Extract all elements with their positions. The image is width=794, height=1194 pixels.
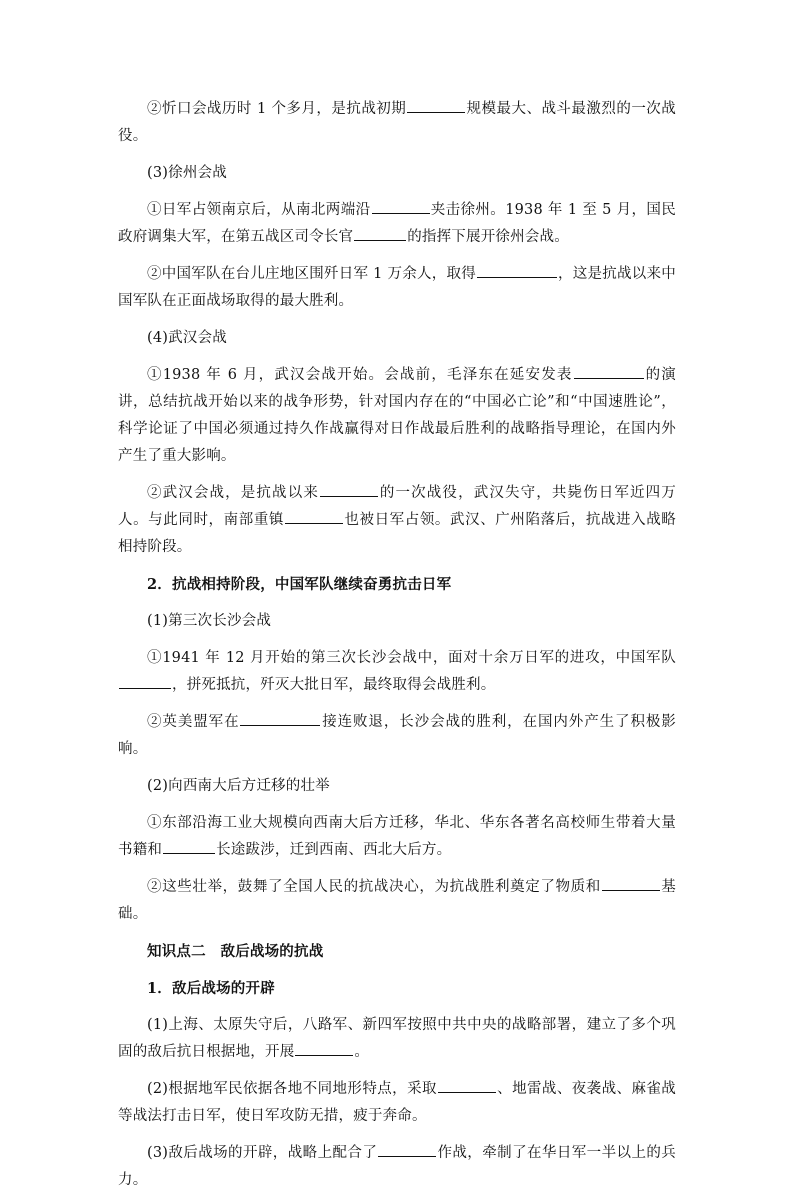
text: (3)敌后战场的开辟，战略上配合了 [147, 1145, 378, 1161]
heading-stalemate-stage: 2．抗战相持阶段，中国军队继续奋勇抗击日军 [147, 576, 452, 593]
fill-blank[interactable] [295, 1041, 353, 1056]
text: (1)上海、太原失守后，八路军、新四军按照中共中央的战略部署，建立了多个巩固的敌后抗日根据地，开展 [118, 1017, 676, 1060]
paragraph-changsha-2 [118, 709, 676, 763]
text: ①东部沿海工业大规模向西南大后方迁移，华北、华东各著名高校师生带着大量书籍和 [118, 815, 676, 858]
heading-knowledge-point-2: 知识点二 敌后战场的抗战 [147, 943, 324, 960]
text: ②忻口会战历时 1 个多月，是抗战初期 [147, 101, 407, 117]
fill-blank[interactable] [119, 674, 171, 689]
fill-blank[interactable] [438, 1078, 496, 1093]
text: 的一次战役，武汉失守，共毙伤日军近四万人。与此同时，南部重镇 [118, 485, 676, 528]
text: ②武汉会战，是抗战以来 [147, 485, 319, 501]
heading-changsha-battle: (1)第三次长沙会战 [147, 613, 272, 629]
text: 作战，牵制了在华日军一半以上的兵力。 [118, 1145, 676, 1188]
text: ②英美盟军在 [147, 714, 240, 730]
text: ①日军占领南京后，从南北两端沿 [147, 202, 371, 218]
paragraph-migration-2 [118, 874, 676, 928]
paragraph-migration-1 [118, 810, 676, 864]
heading-rear-battlefield-opening: 1．敌后战场的开辟 [147, 980, 275, 997]
fill-blank[interactable] [407, 98, 465, 113]
fill-blank[interactable] [285, 509, 343, 524]
paragraph-rear-3 [118, 1140, 676, 1194]
fill-blank[interactable] [477, 263, 557, 278]
text: 。 [354, 1044, 370, 1060]
text: 接连败退，长沙会战的胜利，在国内外产生了积极影响。 [118, 714, 676, 757]
heading-southwest-migration: (2)向西南大后方迁移的壮举 [147, 778, 330, 794]
paragraph-xuzhou-2 [118, 261, 676, 315]
text: 夹击徐州。1938 年 1 至 5 月，国民政府调集大军，在第五战区司令长官 [118, 202, 676, 245]
text: ②中国军队在台儿庄地区围歼日军 1 万余人，取得 [147, 266, 476, 282]
text: 基础。 [118, 879, 677, 922]
text: ①1938 年 6 月，武汉会战开始。会战前，毛泽东在延安发表 [147, 367, 573, 383]
text: 规模最大、战斗最激烈的一次战役。 [118, 101, 676, 144]
text: 长途跋涉，迁到西南、西北大后方。 [216, 842, 452, 858]
paragraph-rear-1 [118, 1012, 676, 1066]
paragraph-xuzhou-1 [118, 197, 676, 251]
text: 也被日军占领。武汉、广州陷落后，抗战进入战略相持阶段。 [118, 512, 676, 555]
text: ②这些壮举，鼓舞了全国人民的抗战决心，为抗战胜利奠定了物质和 [147, 879, 601, 895]
fill-blank[interactable] [320, 482, 378, 497]
heading-wuhan-battle: (4)武汉会战 [147, 330, 227, 346]
fill-blank[interactable] [354, 226, 406, 241]
text: ，这是抗战以来中国军队在正面战场取得的最大胜利。 [118, 266, 676, 309]
text: 的指挥下展开徐州会战。 [407, 229, 569, 245]
fill-blank[interactable] [163, 839, 215, 854]
paragraph-rear-2 [118, 1076, 676, 1130]
heading-xuzhou-battle: (3)徐州会战 [147, 165, 227, 181]
paragraph-changsha-1 [118, 645, 676, 699]
text: ，拼死抵抗，歼灭大批日军，最终取得会战胜利。 [172, 677, 496, 693]
paragraph-wuhan-2 [118, 480, 676, 561]
text: 的演讲，总结抗战开始以来的战争形势，针对国内存在的“中国必亡论”和“中国速胜论”，科学论证了中国必须通过持久作战赢得对日作战最后胜利的战略指导理论，在国内外产生了重大影响。 [118, 367, 676, 464]
text: (2)根据地军民依据各地不同地形特点，采取 [147, 1081, 437, 1097]
paragraph-xinkou-battle [118, 96, 676, 150]
fill-blank[interactable] [602, 876, 660, 891]
paragraph-wuhan-1 [118, 362, 676, 470]
fill-blank[interactable] [372, 199, 430, 214]
text: ①1941 年 12 月开始的第三次长沙会战中，面对十余万日军的进攻，中国军队 [147, 650, 676, 666]
fill-blank[interactable] [574, 364, 644, 379]
fill-blank[interactable] [378, 1142, 436, 1157]
text: 、地雷战、夜袭战、麻雀战等战法打击日军，使日军攻防无措，疲于奔命。 [118, 1081, 676, 1124]
fill-blank[interactable] [240, 711, 320, 726]
